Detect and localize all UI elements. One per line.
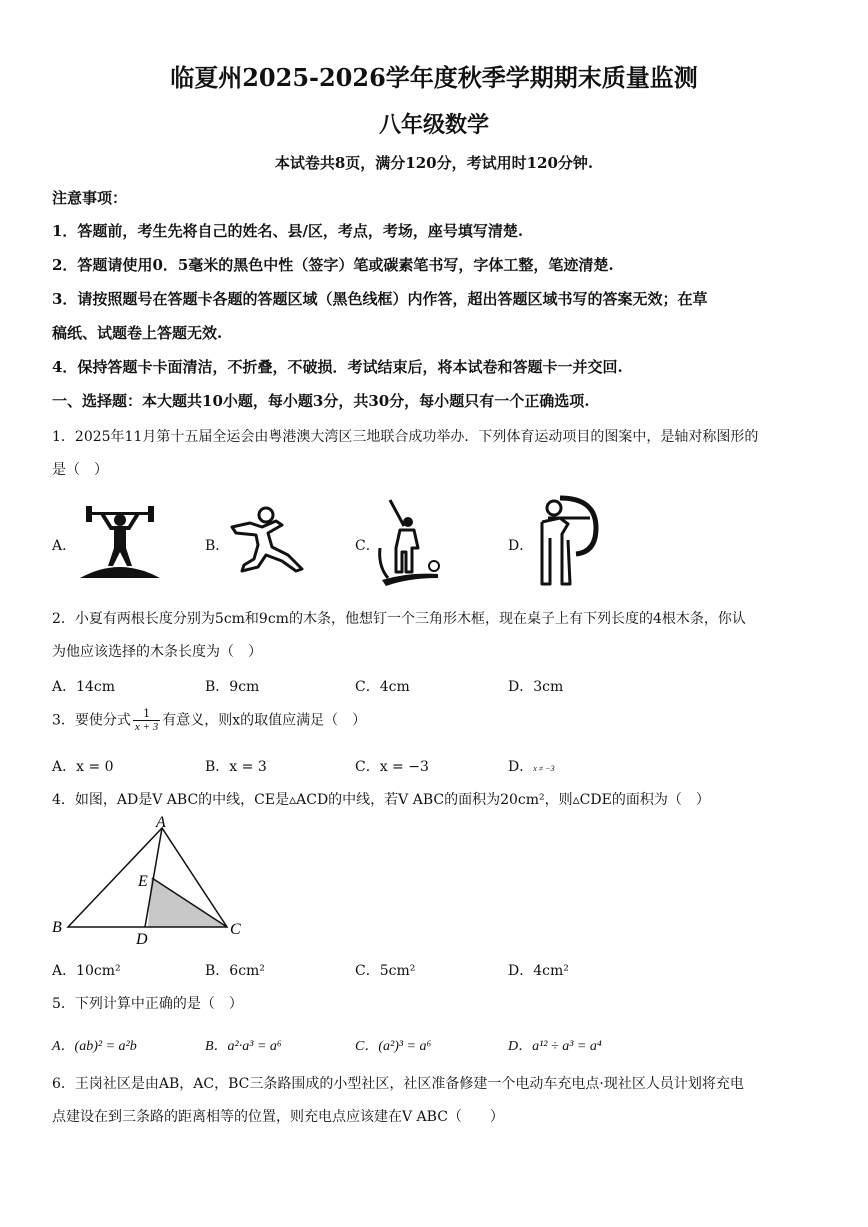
q2-option-a[interactable]: A．14cm bbox=[52, 679, 116, 695]
question-2-text: 2．小夏有两根长度分别为5cm和9cm的木条，他想钉一个三角形木框，现在桌子上有下列长度的4根木条，你认 bbox=[52, 611, 746, 627]
question-6-text: 6．王岗社区是由AB，AC，BC三条路围成的小型社区，社区准备修建一个电动车充电点·现社区人员计划将充电 bbox=[52, 1076, 744, 1092]
question-3-text bbox=[52, 708, 366, 733]
q4-option-d[interactable]: D．4cm² bbox=[508, 963, 569, 979]
q3-option-a[interactable]: A．x = 0 bbox=[52, 759, 114, 775]
q3-numerator: 1 bbox=[133, 708, 160, 721]
vertex-label-d: D bbox=[136, 931, 148, 948]
running-icon bbox=[228, 505, 306, 573]
notice-item: 2．答题请使用0．5毫米的黑色中性（签字）笔或碳素笔书写，字体工整，笔迹清楚. bbox=[52, 256, 614, 274]
section-heading: 一、选择题：本大题共10小题，每小题3分，共30分，每小题只有一个正确选项. bbox=[52, 392, 590, 410]
vertex-label-c: C bbox=[230, 921, 241, 938]
q3-option-d[interactable] bbox=[508, 756, 555, 776]
vertex-label-a: A bbox=[156, 814, 166, 831]
q1-option-a-label[interactable]: A． bbox=[52, 538, 77, 554]
question-1-text-cont: 是（ ） bbox=[52, 462, 108, 478]
notice-item: 稿纸、试题卷上答题无效. bbox=[52, 324, 223, 342]
q2-option-d[interactable]: D．3cm bbox=[508, 679, 564, 695]
question-5-text: 5．下列计算中正确的是（ ） bbox=[52, 996, 243, 1012]
question-2-text-cont: 为他应该选择的木条长度为（ ） bbox=[52, 644, 262, 660]
q3-denominator: x + 3 bbox=[134, 721, 159, 733]
q3-option-c[interactable]: C．x = −3 bbox=[355, 759, 429, 775]
q3-option-b[interactable]: B．x = 3 bbox=[205, 759, 267, 775]
triangle-figure bbox=[50, 814, 250, 950]
notice-item: 1．答题前，考生先将自己的姓名、县/区，考点，考场，座号填写清楚. bbox=[52, 222, 524, 240]
q4-option-b[interactable]: B．6cm² bbox=[205, 963, 265, 979]
q5-option-a[interactable]: A．(ab)² = a²b bbox=[52, 1039, 137, 1054]
notice-item: 4．保持答题卡卡面清洁，不折叠，不破损．考试结束后，将本试卷和答题卡一并交回. bbox=[52, 358, 623, 376]
q3-fraction bbox=[133, 708, 160, 733]
notice-heading: 注意事项： bbox=[52, 189, 128, 207]
vertex-label-b: B bbox=[52, 919, 62, 936]
exam-title: 临夏州2025-2026学年度秋季学期期末质量监测 bbox=[170, 63, 698, 92]
question-6-text-cont: 点建设在到三条路的距离相等的位置，则充电点应该建在V ABC（ ） bbox=[52, 1109, 504, 1125]
q3-option-d-value: x ≠ −3 bbox=[533, 764, 555, 773]
q4-option-a[interactable]: A．10cm² bbox=[52, 963, 121, 979]
q5-option-c[interactable]: C．(a²)³ = a⁶ bbox=[355, 1039, 432, 1054]
q3-post: 有意义，则x的取值应满足（ ） bbox=[162, 712, 367, 729]
q5-option-d[interactable]: D．a¹² ÷ a³ = a⁴ bbox=[508, 1039, 602, 1054]
notice-item: 3．请按照题号在答题卡各题的答题区域（黑色线框）内作答，超出答题区域书写的答案无效；在草 bbox=[52, 290, 708, 308]
q1-option-b-label[interactable]: B． bbox=[205, 538, 230, 554]
exam-subtitle: 八年级数学 bbox=[378, 112, 489, 138]
exam-info: 本试卷共8页，满分120分，考试用时120分钟. bbox=[274, 154, 594, 172]
q5-option-b[interactable]: B．a²·a³ = a⁶ bbox=[205, 1039, 282, 1054]
golf-icon bbox=[378, 496, 448, 586]
weightlifting-icon bbox=[78, 500, 162, 580]
archery-icon bbox=[532, 494, 604, 588]
question-4-text: 4．如图，AD是V ABC的中线，CE是▵ACD的中线，若V ABC的面积为20cm²，则▵CDE的面积为（ ） bbox=[52, 792, 710, 808]
q1-option-d-label[interactable]: D． bbox=[508, 538, 534, 554]
question-1-text: 1．2025年11月第十五届全运会由粤港澳大湾区三地联合成功举办．下列体育运动项目的图案中，是轴对称图形的 bbox=[52, 429, 759, 445]
q3-option-d-label: D． bbox=[508, 759, 534, 775]
vertex-label-e: E bbox=[138, 873, 148, 890]
q1-option-c-label[interactable]: C． bbox=[355, 538, 380, 554]
q2-option-c[interactable]: C．4cm bbox=[355, 679, 410, 695]
q3-pre: 3．要使分式 bbox=[52, 712, 131, 729]
q4-option-c[interactable]: C．5cm² bbox=[355, 963, 416, 979]
q2-option-b[interactable]: B．9cm bbox=[205, 679, 260, 695]
